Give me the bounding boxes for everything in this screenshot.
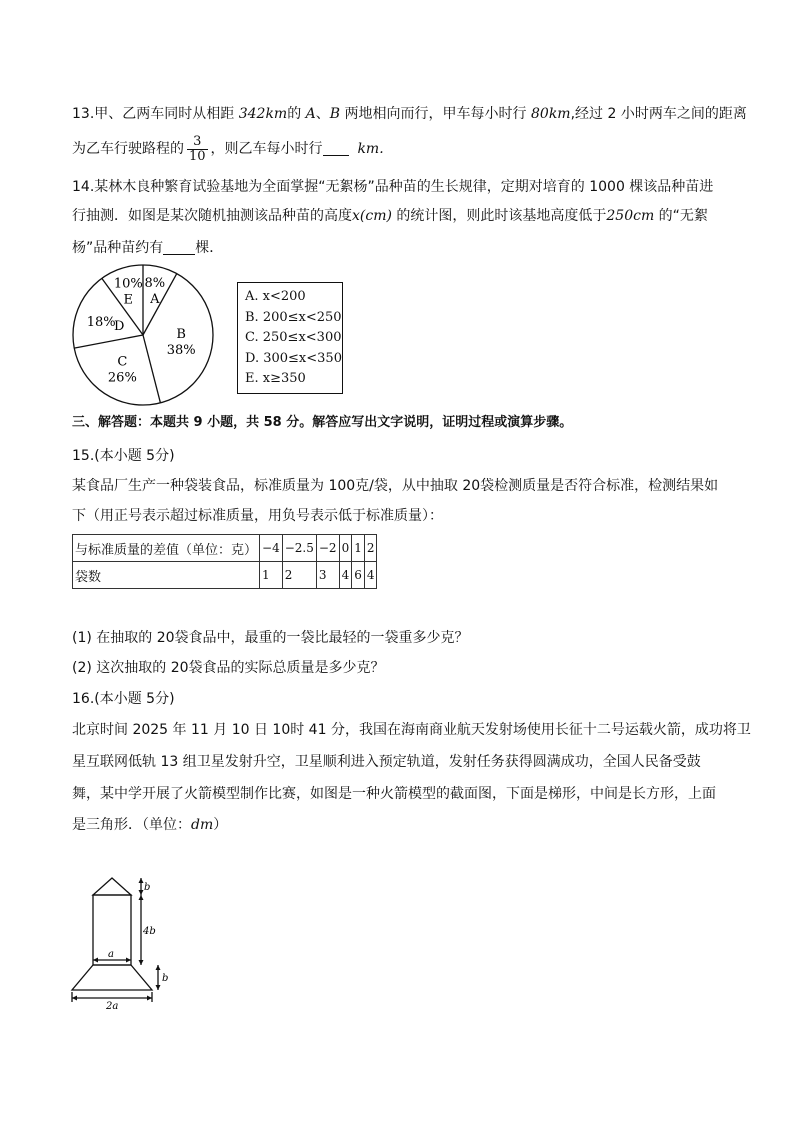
q16-header: 16.(本小题 5分) xyxy=(72,691,175,707)
pie-label-pct-e: 10% xyxy=(113,276,143,292)
legend-item-b: B. 200≤x<250 xyxy=(245,309,342,325)
pie-label-cat-d: D xyxy=(113,318,125,334)
q15-table xyxy=(72,534,377,589)
q15-line1: 某食品厂生产一种袋装食品，标准质量为 100克/袋，从中抽取 20袋检测质量是否符合标准，检测结果如 xyxy=(72,478,719,494)
legend-item-c: C. 250≤x<300 xyxy=(245,330,342,345)
q16-line4: 是三角形．（单位：dm） xyxy=(72,817,228,833)
q14-line2: 行抽测．如图是某次随机抽测该品种苗的高度x(cm) 的统计图，则此时该基地高度低于250cm 的“无絮 xyxy=(72,208,708,224)
q14-line3: 杨”品种苗约有 棵． xyxy=(72,240,224,256)
table-row xyxy=(73,562,377,589)
table-cell: 1 xyxy=(260,562,283,589)
pie-label-pct-d: 18% xyxy=(86,314,116,330)
table-row xyxy=(73,535,377,562)
label-b-top: b xyxy=(144,882,151,893)
table-cell: 0 xyxy=(339,535,352,562)
pie-label-cat-b: B xyxy=(176,326,186,342)
label-2a: 2a xyxy=(106,1001,119,1010)
fraction-3-10: $\frac{3}{10}$ xyxy=(189,133,206,164)
pie-label-pct-b: 38% xyxy=(166,342,196,358)
pie-label-cat-a: A xyxy=(150,291,160,307)
q14-line1: 14.某林木良种繁育试验基地为全面掌握“无絮杨”品种苗的生长规律，定期对培育的 1000 棵该品种苗进 xyxy=(72,179,714,195)
pie-label-cat-e: E xyxy=(123,292,134,308)
q15-line2: 下（用正号表示超过标准质量，用负号表示低于标准质量）： xyxy=(72,508,443,524)
table-cell: −4 xyxy=(260,535,283,562)
row-header: 与标准质量的差值（单位：克） xyxy=(73,535,260,562)
label-4b: 4b xyxy=(143,926,156,937)
q13-line1: 13.甲、乙两车同时从相距 342km的 A、B 两地相向而行，甲车每小时行 80km,经过 2 小时两车之间的距离 xyxy=(72,106,747,122)
pie-chart xyxy=(70,262,216,408)
table-cell: 2 xyxy=(364,535,377,562)
pie-legend xyxy=(237,282,343,394)
q15-sub2: (2) 这次抽取的 20袋食品的实际总质量是多少克？ xyxy=(72,660,385,676)
label-b-bottom: b xyxy=(162,973,169,984)
table-cell: −2 xyxy=(316,535,339,562)
legend-item-e: E. x≥350 xyxy=(245,371,306,386)
table-cell: 4 xyxy=(339,562,352,589)
row-header: 袋数 xyxy=(73,562,260,589)
section-title: 三、解答题：本题共 9 小题，共 58 分。解答应写出文字说明，证明过程或演算步骤。 xyxy=(72,415,573,430)
table-cell: 6 xyxy=(352,562,365,589)
table-cell: 2 xyxy=(282,562,316,589)
q15-sub1: (1) 在抽取的 20袋食品中，最重的一袋比最轻的一袋重多少克？ xyxy=(72,630,469,646)
q16-line3: 舞，某中学开展了火箭模型制作比赛，如图是一种火箭模型的截面图，下面是梯形，中间是长方形，上面 xyxy=(72,786,716,802)
answer-blank xyxy=(163,240,195,255)
rocket-figure xyxy=(64,870,184,1010)
pie-label-pct-a: 8% xyxy=(144,275,166,291)
table-cell: 1 xyxy=(352,535,365,562)
legend-item-a: A. x<200 xyxy=(245,289,306,304)
trapezoid-shape xyxy=(72,965,152,990)
q15-header: 15.(本小题 5分) xyxy=(72,448,175,464)
table-cell: −2.5 xyxy=(282,535,316,562)
answer-blank xyxy=(323,141,349,156)
pie-label-cat-c: C xyxy=(117,354,128,370)
legend-item-d: D. 300≤x<350 xyxy=(245,350,342,366)
q13-line2: 为乙车行驶路程的 $\frac{3}{10}$ ，则乙车每小时行 km. xyxy=(72,133,384,164)
pie-label-pct-c: 26% xyxy=(107,370,137,386)
table-cell: 3 xyxy=(316,562,339,589)
label-a: a xyxy=(108,949,114,960)
triangle-shape xyxy=(93,878,131,895)
table-cell: 4 xyxy=(364,562,377,589)
q16-line2: 星互联网低轨 13 组卫星发射升空，卫星顺利进入预定轨道，发射任务获得圆满成功，全国人民备受鼓 xyxy=(72,754,701,770)
q16-line1: 北京时间 2025 年 11 月 10 日 10时 41 分，我国在海南商业航天发射场使用长征十二号运载火箭，成功将卫 xyxy=(72,722,751,738)
